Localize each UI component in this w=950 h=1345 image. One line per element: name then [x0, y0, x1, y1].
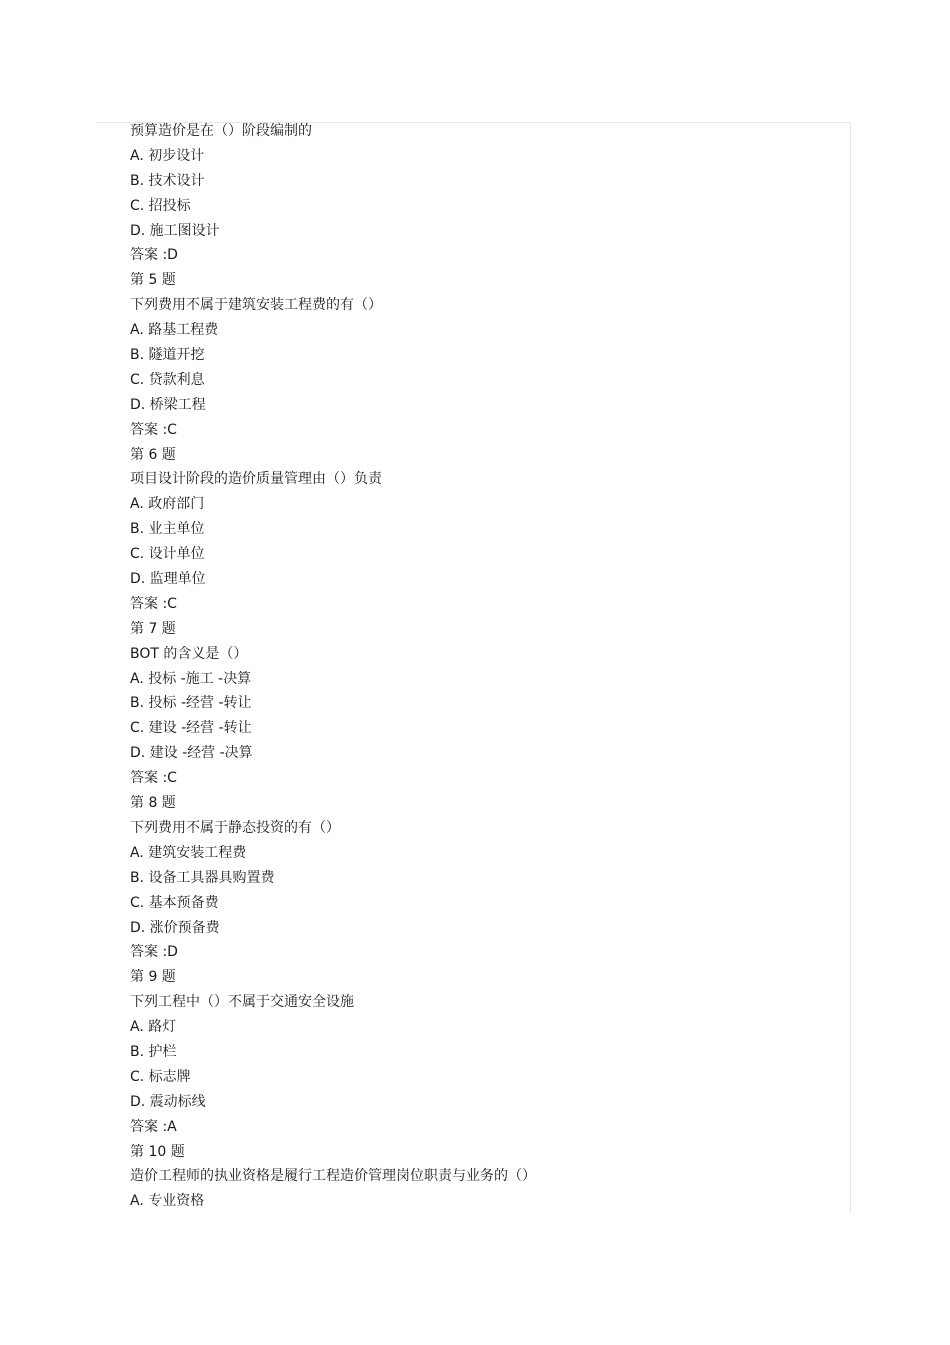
option-b: B. 业主单位	[130, 521, 205, 538]
question-text: 造价工程师的执业资格是履行工程造价管理岗位职责与业务的（）	[130, 1168, 536, 1185]
question-text: 项目设计阶段的造价质量管理由（）负责	[130, 471, 382, 488]
answer: 答案 :C	[130, 421, 177, 438]
option-d: D. 监理单位	[130, 571, 206, 588]
option-b: B. 隧道开挖	[130, 347, 205, 364]
answer: 答案 :A	[130, 1118, 177, 1135]
option-d: D. 桥梁工程	[130, 396, 206, 413]
question-text: 预算造价是在（）阶段编制的	[130, 123, 312, 139]
option-a: A. 路基工程费	[130, 322, 219, 339]
option-a: A. 建筑安装工程费	[130, 844, 247, 861]
option-c: C. 设计单位	[130, 546, 205, 563]
option-a: A. 专业资格	[130, 1193, 205, 1210]
answer: 答案 :C	[130, 595, 177, 612]
option-b: B. 设备工具器具购置费	[130, 869, 275, 886]
answer: 答案 :C	[130, 770, 177, 787]
option-a: A. 路灯	[130, 1019, 177, 1036]
option-c: C. 标志牌	[130, 1068, 191, 1085]
answer: 答案 :D	[130, 944, 178, 961]
question-text: 下列费用不属于建筑安装工程费的有（）	[130, 297, 382, 314]
answer: 答案 :D	[130, 247, 178, 264]
option-c: C. 建设 -经营 -转让	[130, 720, 252, 737]
option-a: A. 投标 -施工 -决算	[130, 670, 252, 687]
option-b: B. 护栏	[130, 1043, 177, 1060]
document-content	[130, 119, 830, 1214]
option-a: A. 政府部门	[130, 496, 205, 513]
option-c: C. 贷款利息	[130, 371, 205, 388]
option-d: D. 涨价预备费	[130, 919, 220, 936]
option-b: B. 投标 -经营 -转让	[130, 695, 252, 712]
question-number: 第 7 题	[130, 620, 176, 637]
option-a: A. 初步设计	[130, 147, 205, 164]
question-number: 第 8 题	[130, 795, 176, 812]
question-text: 下列工程中（）不属于交通安全设施	[130, 994, 354, 1011]
option-b: B. 技术设计	[130, 172, 205, 189]
question-number: 第 9 题	[130, 969, 176, 986]
option-d: D. 施工图设计	[130, 222, 220, 239]
question-number: 第 6 题	[130, 446, 176, 463]
question-text: 下列费用不属于静态投资的有（）	[130, 819, 340, 836]
option-c: C. 招投标	[130, 197, 191, 214]
option-d: D. 建设 -经营 -决算	[130, 745, 253, 762]
question-text: BOT 的含义是（）	[130, 645, 248, 662]
option-c: C. 基本预备费	[130, 894, 219, 911]
question-number: 第 10 题	[130, 1143, 185, 1160]
question-number: 第 5 题	[130, 272, 176, 289]
option-d: D. 震动标线	[130, 1093, 206, 1110]
